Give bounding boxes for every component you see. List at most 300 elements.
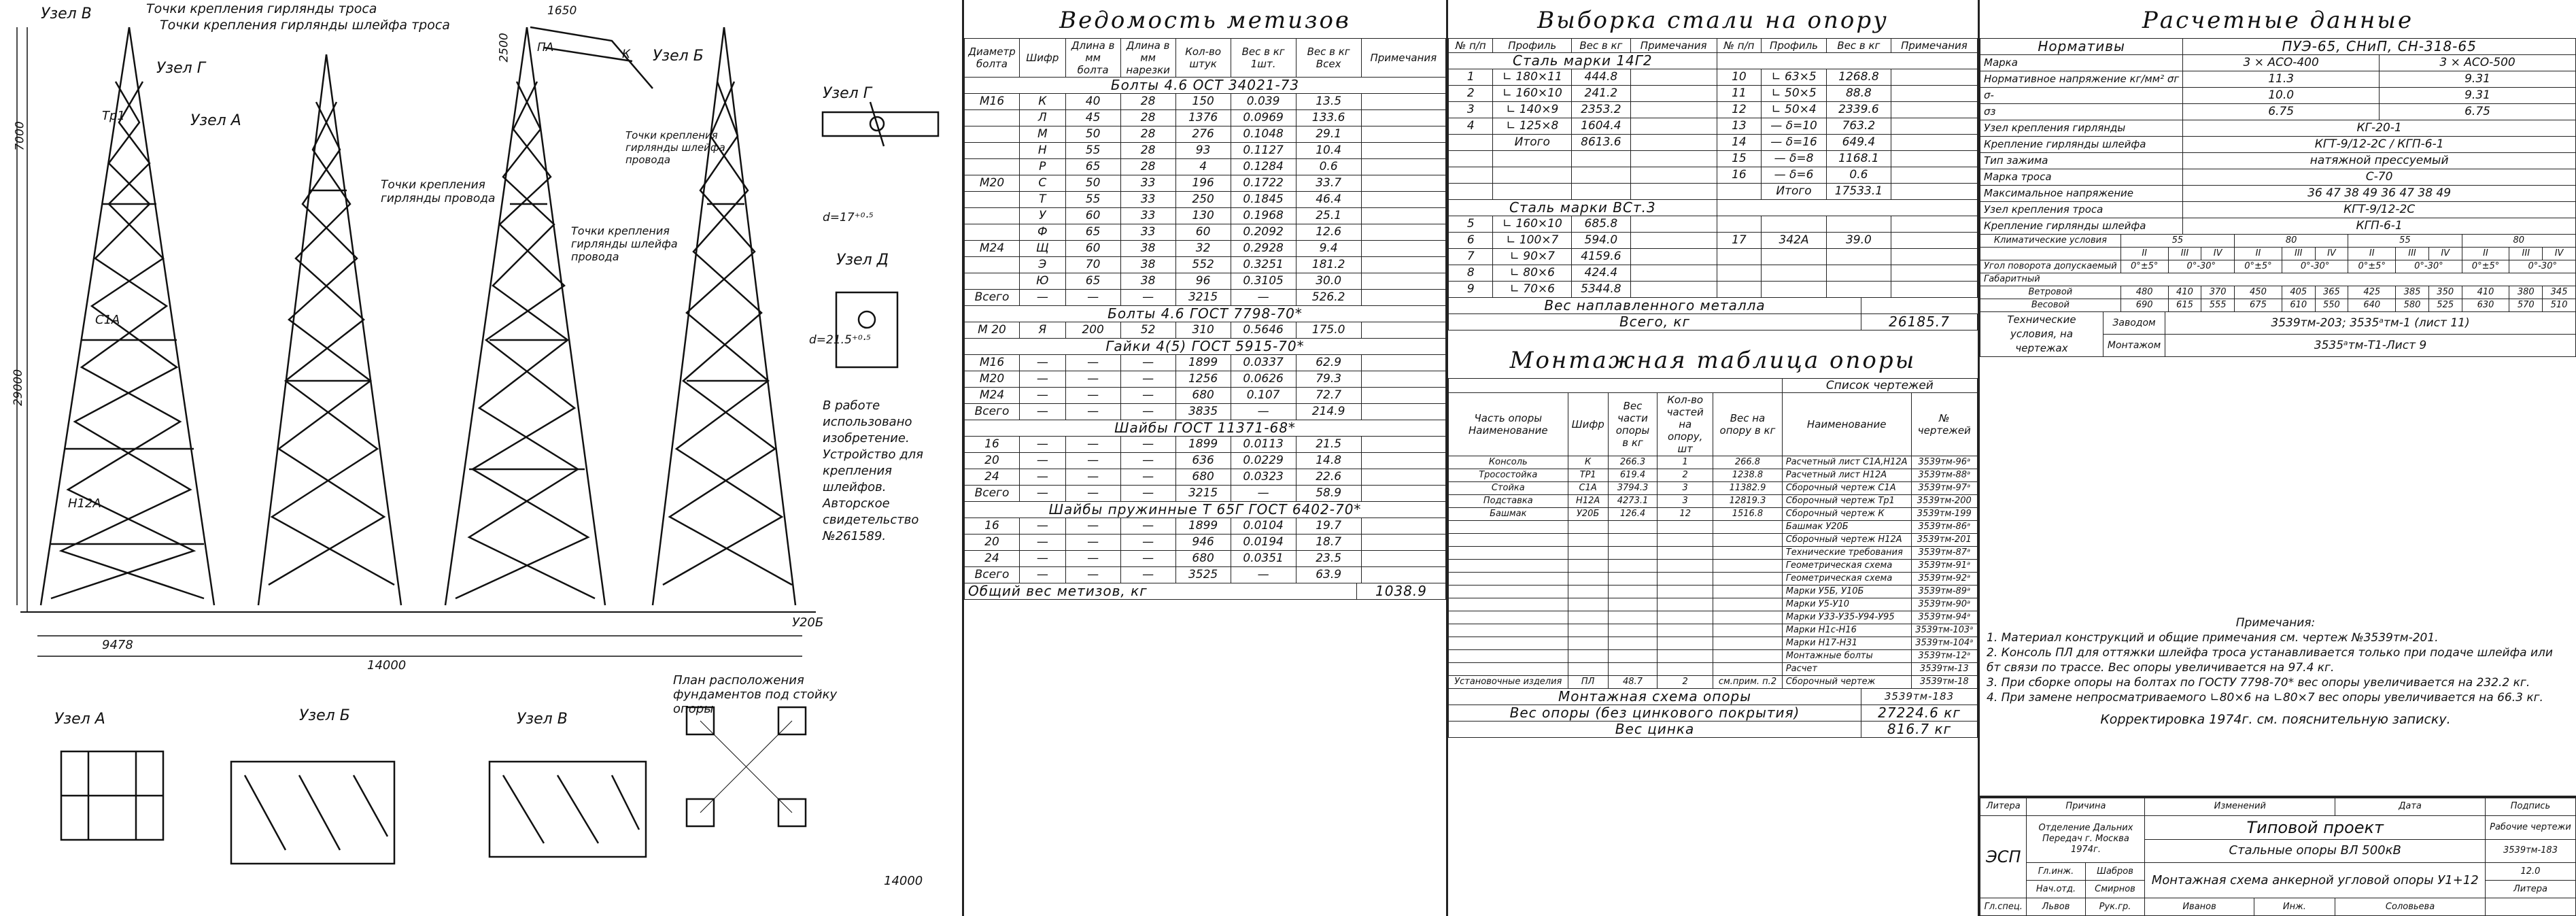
montazh-cell: [1449, 521, 1568, 534]
vyborka-cell: [1762, 265, 1827, 282]
veter-label: Ветровой: [1980, 286, 2121, 299]
ves-cell: 640: [2348, 299, 2396, 312]
table-row: [1449, 265, 1978, 282]
metizy-cell: 3215: [1175, 486, 1231, 502]
table-row: [965, 535, 1446, 551]
vyborka-cell: 2: [1449, 86, 1493, 102]
vyborka-title: Выборка стали на опору: [1537, 7, 1889, 34]
montazh-cell: Н12А: [1568, 495, 1608, 508]
table-row: [1449, 216, 1978, 233]
montazh-cell: [1568, 521, 1608, 534]
vyborka-cell: [1762, 249, 1827, 265]
metizy-cell: 28: [1120, 110, 1175, 126]
metizy-cell: —: [1065, 469, 1120, 486]
montazh-header: Вес части опоры в кг: [1608, 393, 1658, 456]
veter-cell: 385: [2396, 286, 2429, 299]
raschet-value: 36 47 38 49 36 47 38 49: [2183, 186, 2576, 202]
montazh-cell: Марки Н17-Н31: [1782, 637, 1911, 650]
montazh-cell: [1658, 624, 1713, 637]
metizy-cell: 946: [1175, 535, 1231, 551]
metizy-h0: Диаметр болта: [965, 39, 1020, 78]
montazh-cell: [1658, 611, 1713, 624]
montazh-footer: [1448, 688, 1978, 738]
region-cell: III: [2396, 248, 2429, 260]
vyborka-cell: 444.8: [1572, 69, 1631, 86]
metizy-cell: 33: [1120, 192, 1175, 208]
vyborka-cell: [1449, 167, 1493, 184]
montazh-cell: 3794.3: [1608, 482, 1658, 495]
label-tr1: Тр1: [102, 109, 125, 123]
ves-cell: 610: [2282, 299, 2315, 312]
montazh-cell: 2: [1658, 469, 1713, 482]
table-row: [1449, 637, 1978, 650]
raschet-value: С-70: [2183, 169, 2576, 186]
metizy-cell: 250: [1175, 192, 1231, 208]
raschet-value: КГТ-9/12-2С / КГП-6-1: [2183, 137, 2576, 153]
vyborka-cell: [1572, 167, 1631, 184]
montazh-cell: Сборочный чертеж С1А: [1782, 482, 1911, 495]
metizy-cell: Я: [1020, 322, 1066, 339]
montazh-cell: [1658, 637, 1713, 650]
montazh-cell: 266.8: [1713, 456, 1783, 469]
vyborka-cell: [1826, 216, 1891, 233]
table-row: [1449, 233, 1978, 249]
montazh-header: Шифр: [1568, 393, 1608, 456]
metizy-cell: —: [1065, 551, 1120, 567]
stamp-number: 3539тм-183: [2485, 839, 2575, 863]
metizy-section-row: [965, 420, 1446, 437]
montazh-cell: Сборочный чертеж Тр1: [1782, 495, 1911, 508]
metizy-cell: 70: [1065, 257, 1120, 273]
vyborka-cell: 424.4: [1572, 265, 1631, 282]
raschet-value: 11.3: [2183, 71, 2380, 88]
montazh-cell: [1568, 534, 1608, 547]
raschet-value: КГП-6-1: [2183, 218, 2576, 235]
montazh-cell: [1449, 560, 1568, 573]
montazh-cell: [1449, 611, 1568, 624]
vyborka-total: [1448, 297, 1978, 330]
montazh-cell: [1658, 586, 1713, 598]
region-cell: III: [2168, 248, 2201, 260]
montazh-weight-label: Вес опоры (без цинкового покрытия): [1449, 705, 1861, 722]
montazh-cell: [1608, 586, 1658, 598]
metizy-cell: М 20: [965, 322, 1020, 339]
metizy-cell: 181.2: [1296, 257, 1361, 273]
region-cell: II: [2348, 248, 2396, 260]
region-cell: II: [2462, 248, 2509, 260]
stamp-sign0: Шабров: [2085, 863, 2145, 881]
metizy-cell: 196: [1175, 175, 1231, 192]
montazh-cell: 3539тм-86ᵃ: [1911, 521, 1977, 534]
metizy-cell: [1361, 453, 1445, 469]
montazh-cell: 1516.8: [1713, 508, 1783, 521]
montazh-zinc-value: 816.7 кг: [1861, 722, 1978, 738]
raschet-value: 3 × АСО-500: [2380, 55, 2576, 71]
notes-title: Примечания:: [2235, 616, 2316, 630]
metizy-cell: [965, 126, 1020, 143]
table-row: [1980, 104, 2576, 120]
montazh-cell: Расчет: [1782, 663, 1911, 676]
dim-d17: d=17⁺⁰·⁵: [823, 211, 874, 224]
raschet-value: КГТ-9/12-2С: [2183, 202, 2576, 218]
metizy-cell: 33: [1120, 208, 1175, 224]
metizy-cell: —: [1020, 437, 1066, 453]
metizy-section-title: Шайбы ГОСТ 11371-68*: [965, 420, 1446, 437]
metizy-cell: 133.6: [1296, 110, 1361, 126]
table-row: [965, 437, 1446, 453]
label-u20b: У20Б: [792, 615, 824, 630]
table-row: [1449, 151, 1978, 167]
dim-14000: 14000: [367, 658, 407, 673]
vyborka-cell: 6: [1449, 233, 1493, 249]
metizy-cell: 46.4: [1296, 192, 1361, 208]
notes: [1987, 615, 2564, 727]
montazh-cell: [1568, 624, 1608, 637]
table-row: [1980, 55, 2576, 71]
montazh-cell: [1568, 560, 1608, 573]
vyborka-cell: 4: [1449, 118, 1493, 135]
ves-cell: 555: [2201, 299, 2235, 312]
label-k: К: [622, 48, 631, 61]
montazh-cell: [1449, 650, 1568, 663]
raschet-value: 9.31: [2380, 71, 2576, 88]
table-row: [1980, 88, 2576, 104]
montazh-header: Часть опоры Наименование: [1449, 393, 1568, 456]
table-row: [1449, 495, 1978, 508]
metizy-cell: 28: [1120, 159, 1175, 175]
metizy-section-row: [965, 78, 1446, 94]
montazh-cell: 3539тм-18: [1911, 676, 1977, 689]
table-row: [1449, 650, 1978, 663]
metizy-cell: [1361, 551, 1445, 567]
stamp-litera: Литера: [2485, 881, 2575, 898]
regions-label: [1980, 248, 2121, 260]
metizy-cell: [965, 110, 1020, 126]
montazh-cell: 48.7: [1608, 676, 1658, 689]
metizy-cell: 0.6: [1296, 159, 1361, 175]
vyborka-cell: 2339.6: [1826, 102, 1891, 118]
montazh-cell: 619.4: [1608, 469, 1658, 482]
metizy-cell: К: [1020, 94, 1066, 110]
metizy-cell: [965, 273, 1020, 290]
vyborka-cell: 7: [1449, 249, 1493, 265]
metizy-cell: 0.5646: [1231, 322, 1296, 339]
metizy-cell: 33: [1120, 175, 1175, 192]
montazh-schema-ref: 3539тм-183: [1861, 689, 1978, 705]
montazh-cell: [1658, 560, 1713, 573]
metizy-cell: 38: [1120, 241, 1175, 257]
metizy-cell: [1361, 290, 1445, 306]
montazh-cell: [1568, 586, 1608, 598]
metizy-cell: 24: [965, 551, 1020, 567]
montazh-cell: [1713, 534, 1783, 547]
metizy-title: Ведомость метизов: [1059, 7, 1351, 34]
raschet-value: 10.0: [2183, 88, 2380, 104]
metizy-cell: 0.2928: [1231, 241, 1296, 257]
veter-cell: 480: [2120, 286, 2168, 299]
dim-2500: 2500: [497, 33, 511, 63]
montazh-cell: 1: [1658, 456, 1713, 469]
metizy-cell: 65: [1065, 273, 1120, 290]
montazh-cell: 3539тм-104ᵃ: [1911, 637, 1977, 650]
metizy-cell: 63.9: [1296, 567, 1361, 583]
metizy-cell: М20: [965, 371, 1020, 388]
metizy-total-value: 1038.9: [1357, 583, 1446, 600]
vyborka-cell: 8: [1449, 265, 1493, 282]
vyborka-cell: 17: [1717, 233, 1761, 249]
note-4: 4. При замене непросматриваемого ∟80×6 на ∟80×7 вес опоры увеличивается на 66.3 кг.: [1987, 691, 2543, 705]
metizy-cell: 0.1284: [1231, 159, 1296, 175]
raschet-param: Максимальное напряжение: [1980, 186, 2183, 202]
metizy-cell: 58.9: [1296, 486, 1361, 502]
metizy-cell: —: [1065, 371, 1120, 388]
note-1: 1. Материал конструкций и общие примечания см. чертеж №3539тм-201.: [1987, 631, 2439, 645]
montazh-cell: Марки У5Б, У10Б: [1782, 586, 1911, 598]
montazh-cell: [1658, 534, 1713, 547]
vyborka-cell: [1891, 69, 1977, 86]
montazh-cell: Технические требования: [1782, 547, 1911, 560]
metizy-cell: 0.0113: [1231, 437, 1296, 453]
montazh-cell: [1713, 521, 1783, 534]
table-row: [965, 486, 1446, 502]
montazh-cell: [1713, 560, 1783, 573]
metizy-cell: —: [1120, 518, 1175, 535]
tech1-value: 3539тм-203; 3535ᵃтм-1 (лист 11): [2165, 312, 2576, 335]
metizy-cell: —: [1065, 486, 1120, 502]
metizy-cell: 10.4: [1296, 143, 1361, 159]
metizy-section-title: Болты 4.6 ГОСТ 7798-70*: [965, 306, 1446, 322]
table-row: [965, 567, 1446, 583]
metizy-cell: 60: [1065, 241, 1120, 257]
vyborka-cell: [1449, 135, 1493, 151]
vyborka-cell: [1891, 86, 1977, 102]
ves-cell: 690: [2120, 299, 2168, 312]
stamp-sign3: Иванов: [2145, 898, 2254, 916]
raschet-param: Крепление гирлянды шлейфа: [1980, 218, 2183, 235]
angle-cell: 0°-30°: [2509, 260, 2576, 273]
montazh-cell: [1658, 573, 1713, 586]
table-row: [1449, 249, 1978, 265]
stamp-work: Рабочие чертежи: [2485, 815, 2575, 839]
montazh-cell: 3539тм-94ᵃ: [1911, 611, 1977, 624]
ves-label: Весовой: [1980, 299, 2121, 312]
raschet-param: Крепление гирлянды шлейфа: [1980, 137, 2183, 153]
montazh-cell: Сборочный чертеж: [1782, 676, 1911, 689]
montazh-table: [1448, 378, 1978, 689]
metizy-cell: —: [1020, 355, 1066, 371]
metizy-cell: 22.6: [1296, 469, 1361, 486]
montazh-cell: [1568, 650, 1608, 663]
metizy-cell: —: [1120, 453, 1175, 469]
metizy-cell: 96: [1175, 273, 1231, 290]
vyborka-cell: 649.4: [1826, 135, 1891, 151]
metizy-cell: Т: [1020, 192, 1066, 208]
metizy-cell: Л: [1020, 110, 1066, 126]
ves-cell: 675: [2235, 299, 2282, 312]
metizy-cell: Всего: [965, 404, 1020, 420]
table-row: [1980, 120, 2576, 137]
vyborka-cell: 342А: [1762, 233, 1827, 249]
vyborka-sec-empty: [1717, 53, 1977, 69]
metizy-section-title: Гайки 4(5) ГОСТ 5915-70*: [965, 339, 1446, 355]
vyborka-header: Примечания: [1891, 39, 1977, 53]
montazh-cell: [1568, 547, 1608, 560]
vyborka-cell: 39.0: [1826, 233, 1891, 249]
montazh-cell: Сборочный чертеж К: [1782, 508, 1911, 521]
table-row: [1449, 102, 1978, 118]
stamp-name2: Монтажная схема анкерной угловой опоры У1+12: [2145, 863, 2486, 898]
metizy-cell: 20: [965, 453, 1020, 469]
tech2-value: 3535ᵃтм-Т1-Лист 9: [2165, 335, 2576, 357]
vyborka-section: [1449, 53, 1978, 69]
metizy-cell: —: [1120, 567, 1175, 583]
stamp-role0: Гл.инж.: [2027, 863, 2085, 881]
vyborka-cell: [1717, 216, 1761, 233]
montazh-cell: 4273.1: [1608, 495, 1658, 508]
metizy-cell: —: [1065, 355, 1120, 371]
vyborka-cell: [1826, 265, 1891, 282]
vyborka-cell: [1630, 216, 1717, 233]
metizy-cell: Всего: [965, 486, 1020, 502]
table-row: [1449, 573, 1978, 586]
metizy-cell: —: [1120, 355, 1175, 371]
montazh-cell: [1658, 663, 1713, 676]
metizy-cell: —: [1231, 290, 1296, 306]
metizy-cell: —: [1120, 486, 1175, 502]
metizy-cell: —: [1120, 437, 1175, 453]
table-row: [965, 159, 1446, 175]
stamp-h2: Изменений: [2145, 798, 2335, 816]
vyborka-cell: 1: [1449, 69, 1493, 86]
region-cell: II: [2120, 248, 2168, 260]
veter-cell: 410: [2462, 286, 2509, 299]
region-cell: IV: [2201, 248, 2235, 260]
table-row: [965, 208, 1446, 224]
metizy-cell: 16: [965, 437, 1020, 453]
veter-cell: 380: [2509, 286, 2543, 299]
metizy-cell: —: [1065, 535, 1120, 551]
montazh-cell: У20Б: [1568, 508, 1608, 521]
vyborka-cell: [1449, 184, 1493, 200]
drawing-panel: [0, 0, 964, 916]
vyborka-header: Примечания: [1630, 39, 1717, 53]
metizy-cell: [1361, 535, 1445, 551]
montazh-cell: 3539тм-89ᵃ: [1911, 586, 1977, 598]
montazh-cell: [1608, 560, 1658, 573]
metizy-cell: 276: [1175, 126, 1231, 143]
ves-cell: 580: [2396, 299, 2429, 312]
label-uzel-b: Узел Б: [653, 48, 704, 65]
label-uzel-v: Узел В: [41, 5, 92, 22]
vyborka-cell: [1630, 184, 1717, 200]
table-row: [965, 469, 1446, 486]
metizy-cell: 72.7: [1296, 388, 1361, 404]
vyborka-cell: 10: [1717, 69, 1761, 86]
vyborka-cell: [1762, 216, 1827, 233]
metizy-cell: [1361, 192, 1445, 208]
montazh-cell: 266.3: [1608, 456, 1658, 469]
vyborka-cell: [1891, 135, 1977, 151]
vyborka-cell: 11: [1717, 86, 1761, 102]
metizy-cell: Щ: [1020, 241, 1066, 257]
vyborka-cell: [1891, 233, 1977, 249]
climate-v0: 55: [2120, 235, 2234, 248]
angle-cell: 0°±5°: [2120, 260, 2168, 273]
table-row: [965, 273, 1446, 290]
vyborka-cell: ∟ 50×5: [1762, 86, 1827, 102]
vyborka-cell: [1891, 151, 1977, 167]
correction: Корректировка 1974г. см. пояснительную записку.: [2100, 712, 2451, 727]
metizy-total-label: Общий вес метизов, кг: [965, 583, 1357, 600]
dim-29000: 29000: [12, 369, 26, 407]
metizy-cell: 0.039: [1231, 94, 1296, 110]
raschet-table: [1980, 38, 2576, 235]
montazh-cell: 3539тм-88ᵃ: [1911, 469, 1977, 482]
metizy-cell: Ф: [1020, 224, 1066, 241]
metizy-h5: Вес в кг 1шт.: [1231, 39, 1296, 78]
metizy-cell: —: [1065, 453, 1120, 469]
metizy-cell: 0.0969: [1231, 110, 1296, 126]
metizy-cell: —: [1120, 371, 1175, 388]
stamp-sign4: Соловьева: [2335, 898, 2486, 916]
montazh-cell: [1608, 534, 1658, 547]
region-cell: III: [2509, 248, 2543, 260]
dim-14000b: 14000: [884, 874, 923, 888]
vyborka-cell: [1449, 151, 1493, 167]
metizy-cell: 0.0323: [1231, 469, 1296, 486]
vyborka-cell: 14: [1717, 135, 1761, 151]
metizy-cell: 14.8: [1296, 453, 1361, 469]
metizy-cell: М24: [965, 241, 1020, 257]
table-row: [1980, 169, 2576, 186]
climate-v1: 80: [2235, 235, 2348, 248]
stamp-role4: Инж.: [2254, 898, 2335, 916]
montazh-cell: [1449, 534, 1568, 547]
montazh-cell: [1608, 547, 1658, 560]
montazh-cell: [1608, 521, 1658, 534]
montazh-cell: 12819.3: [1713, 495, 1783, 508]
montazh-zinc-label: Вес цинка: [1449, 722, 1861, 738]
montazh-header: Кол-во частей на опору, шт: [1658, 393, 1713, 456]
vyborka-cell: [1572, 151, 1631, 167]
vyborka-cell: Итого: [1762, 184, 1827, 200]
montazh-cell: [1608, 598, 1658, 611]
region-cell: III: [2282, 248, 2315, 260]
metizy-cell: 16: [965, 518, 1020, 535]
table-row: [1980, 153, 2576, 169]
metizy-cell: 0.1127: [1231, 143, 1296, 159]
metizy-cell: —: [1120, 290, 1175, 306]
montazh-cell: Установочные изделия: [1449, 676, 1568, 689]
montazh-cell: 3539тм-97ᵃ: [1911, 482, 1977, 495]
montazh-cell: [1449, 586, 1568, 598]
montazh-cell: [1713, 598, 1783, 611]
montazh-cell: [1608, 573, 1658, 586]
table-row: [965, 257, 1446, 273]
metizy-cell: 0.0104: [1231, 518, 1296, 535]
montazh-cell: [1658, 598, 1713, 611]
table-row: [965, 126, 1446, 143]
vyborka-cell: [1630, 167, 1717, 184]
metizy-cell: 4: [1175, 159, 1231, 175]
vyborka-cell: [1493, 167, 1572, 184]
vyborka-cell: ∟ 180×11: [1493, 69, 1572, 86]
metizy-cell: [1361, 469, 1445, 486]
metizy-cell: —: [1065, 567, 1120, 583]
metizy-cell: 1899: [1175, 355, 1231, 371]
angle-cell: 0°-30°: [2396, 260, 2462, 273]
metizy-cell: 310: [1175, 322, 1231, 339]
